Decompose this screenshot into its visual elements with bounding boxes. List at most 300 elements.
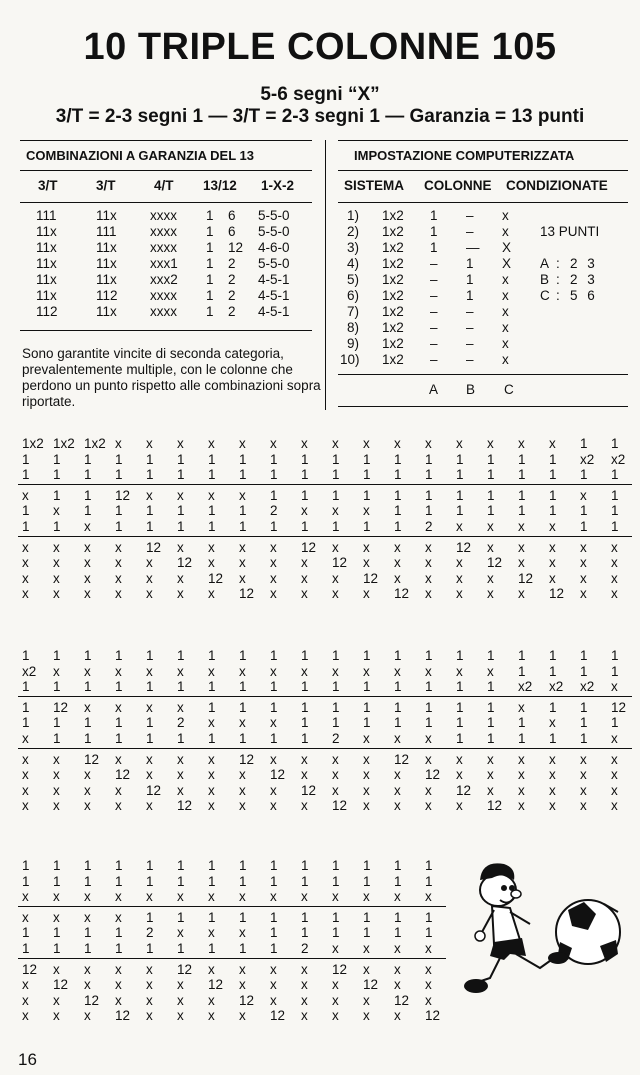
grid-cell: x (487, 586, 494, 602)
grid-cell: x (611, 539, 618, 555)
grid-cell: 1 (425, 715, 433, 731)
grid-cell: 1 (208, 941, 216, 956)
grid-cell: x (270, 715, 277, 731)
grid-cell: 1 (270, 731, 278, 746)
grid-cell: x2 (611, 451, 626, 467)
grid-cell: x (518, 555, 525, 571)
grid-cell: x (115, 782, 122, 798)
table-cell: 11x (36, 288, 57, 303)
table-cell: — (466, 240, 480, 255)
grid-cell: x (363, 555, 370, 571)
grid-cell: 1 (239, 503, 247, 519)
grid-cell: x (425, 889, 432, 905)
grid-cell: x (487, 570, 494, 586)
grid-cell: 1 (549, 731, 557, 746)
grid-cell: x (115, 570, 122, 586)
grid-cell: 12 (146, 782, 162, 798)
grid-cell: 1 (53, 858, 61, 873)
grid-cell: x (425, 961, 432, 977)
grid-cell: 1 (84, 648, 92, 663)
grid-cell: 1 (394, 873, 402, 889)
grid-cell: x (270, 992, 277, 1008)
grid-cell: 1 (456, 487, 464, 503)
grid-cell: x (177, 586, 184, 602)
grid-cell: 12 (84, 992, 100, 1008)
table-cell: 1x2 (382, 304, 404, 319)
group-divider (18, 484, 632, 485)
table-cell: 11x (36, 224, 57, 239)
grid-cell: x (394, 941, 401, 956)
grid-cell: 12 (177, 798, 193, 814)
grid-cell: x (84, 539, 91, 555)
grid-cell: x (208, 487, 215, 503)
grid-cell: x (239, 925, 246, 941)
grid-cell: x (208, 436, 215, 451)
grid-cell: 1 (332, 858, 340, 873)
grid-cell: 1 (239, 451, 247, 467)
grid-cell: x (332, 782, 339, 798)
grid-cell: 1 (456, 503, 464, 519)
table-cell: 11x (96, 208, 117, 223)
grid-cell: 12 (456, 782, 472, 798)
grid-cell: x (425, 570, 432, 586)
grid-cell: 12 (177, 555, 193, 571)
grid-cell: 1 (363, 873, 371, 889)
grid-cell: 1 (208, 679, 216, 695)
grid-cell: 1 (177, 503, 185, 519)
grid-cell: x (208, 961, 215, 977)
grid-cell: x (332, 941, 339, 956)
grid-cell: x (84, 961, 91, 977)
grid-cell: x (53, 663, 60, 679)
grid-cell: x (84, 782, 91, 798)
grid-cell: 1 (394, 648, 402, 663)
grid-cell: 1 (208, 503, 216, 519)
grid-cell: 1 (270, 699, 278, 715)
grid-cell: 1 (456, 467, 464, 483)
grid-cell: 1 (301, 487, 309, 503)
table-cell: – (430, 288, 438, 303)
grid-cell: 12 (115, 487, 131, 503)
grid-cell: 12 (518, 570, 534, 586)
column-header: 3/T (38, 178, 58, 193)
grid-cell: x (115, 555, 122, 571)
grid-cell: 1 (456, 699, 464, 715)
grid-cell: x (53, 909, 60, 925)
grid-cell: 1 (580, 715, 588, 731)
grid-cell: 1 (549, 663, 557, 679)
grid-cell: x (53, 503, 60, 519)
grid-cell: x (53, 1008, 60, 1024)
table-cell: 2 (228, 288, 236, 303)
grid-cell: 12 (84, 751, 100, 767)
table-cell: 11x (36, 240, 57, 255)
left-panel-heading: COMBINAZIONI A GARANZIA DEL 13 (26, 148, 254, 163)
grid-cell: 1 (115, 715, 123, 731)
grid-cell: 1 (518, 503, 526, 519)
table-cell: 1 (206, 288, 214, 303)
table-cell: x (502, 208, 509, 223)
grid-cell: 1 (394, 451, 402, 467)
grid-cell: 1 (84, 487, 92, 503)
grid-cell: x (332, 992, 339, 1008)
table-cell: 6 (228, 224, 236, 239)
group-divider (18, 536, 632, 537)
grid-cell: 2 (177, 715, 185, 731)
grid-cell: x (53, 555, 60, 571)
grid-cell: 1 (53, 715, 61, 731)
grid-cell: 1 (22, 715, 30, 731)
grid-cell: x (425, 992, 432, 1008)
grid-cell: x (208, 663, 215, 679)
grid-cell: 12 (270, 1008, 286, 1024)
grid-cell: x (146, 586, 153, 602)
table-cell: 112 (36, 304, 58, 319)
grid-cell: 1 (332, 467, 340, 483)
grid-cell: x (22, 767, 29, 783)
grid-cell: 1 (363, 925, 371, 941)
right-panel-heading: IMPOSTAZIONE COMPUTERIZZATA (354, 148, 575, 163)
grid-cell: 1 (611, 503, 619, 519)
table-cell: 1 (430, 224, 438, 239)
table-cell: – (466, 336, 474, 351)
grid-cell: x (146, 751, 153, 767)
grid-cell: 1 (239, 731, 247, 746)
grid-cell: 1 (22, 858, 30, 873)
grid-cell: 12 (53, 699, 69, 715)
grid-cell: 1 (84, 467, 92, 483)
grid-cell: x (177, 751, 184, 767)
table-cell: 1 (206, 304, 214, 319)
table-cell: 112 (96, 288, 118, 303)
grid-cell: 1 (115, 941, 123, 956)
grid-cell: x (270, 889, 277, 905)
table-cell: 1 (206, 256, 214, 271)
grid-cell: x (301, 503, 308, 519)
grid-cell: x (394, 961, 401, 977)
grid-cell: x (487, 519, 494, 534)
grid-cell: x (363, 586, 370, 602)
grid-cell: 1 (301, 873, 309, 889)
grid-cell: 1 (53, 519, 61, 534)
grid-cell: 1 (301, 519, 309, 534)
column-header: SISTEMA (344, 178, 405, 193)
grid-cell: x (363, 782, 370, 798)
table-cell: 4-5-1 (258, 272, 290, 287)
grid-cell: 1 (115, 503, 123, 519)
grid-cell: 1 (239, 941, 247, 956)
grid-cell: 1 (146, 467, 154, 483)
table-cell: xxxx (150, 208, 177, 223)
table-cell: – (430, 256, 438, 271)
grid-cell: 1 (301, 731, 309, 746)
grid-cell: 1 (115, 925, 123, 941)
grid-cell: 1x2 (53, 436, 75, 451)
grid-cell: 1 (115, 873, 123, 889)
grid-cell: 1 (549, 451, 557, 467)
grid-cell: x (456, 798, 463, 814)
grid-cell: x (270, 961, 277, 977)
grid-cell: x (332, 767, 339, 783)
grid-cell: x (611, 570, 618, 586)
grid-cell: 1 (115, 467, 123, 483)
grid-cell: 1 (146, 519, 154, 534)
grid-cell: 1 (425, 487, 433, 503)
grid-cell: x2 (22, 663, 37, 679)
grid-cell: x (332, 586, 339, 602)
grid-cell: x (456, 586, 463, 602)
grid-cell: x (301, 798, 308, 814)
table-cell: – (466, 224, 474, 239)
table-cell: 1 (466, 256, 474, 271)
grid-cell: x (549, 751, 556, 767)
table-cell: X (502, 256, 512, 271)
grid-cell: 1 (115, 648, 123, 663)
grid-cell: x (84, 1008, 91, 1024)
grid-cell: x (425, 663, 432, 679)
grid-cell: x (22, 782, 29, 798)
grid-cell: 1 (146, 909, 154, 925)
grid-cell: 1 (487, 648, 495, 663)
grid-cell: x (22, 992, 29, 1008)
grid-cell: 1 (177, 451, 185, 467)
grid-cell: 12 (394, 751, 410, 767)
grid-cell: 1 (146, 873, 154, 889)
grid-cell: 1 (487, 679, 495, 695)
grid-cell: x (425, 539, 432, 555)
table-cell: 4) (347, 256, 360, 271)
grid-cell: x (549, 570, 556, 586)
grid-cell: x (22, 909, 29, 925)
grid-cell: x (270, 539, 277, 555)
grid-cell: x (115, 436, 122, 451)
grid-cell: 1 (301, 648, 309, 663)
table-cell: 1x2 (382, 320, 404, 335)
grid-cell: x (146, 570, 153, 586)
grid-cell: 12 (239, 586, 255, 602)
table-cell: 1 (430, 208, 438, 223)
grid-cell: x (425, 436, 432, 451)
divider (338, 170, 628, 171)
divider (338, 374, 628, 375)
table-cell: xxxx (150, 288, 177, 303)
grid-cell: x (394, 539, 401, 555)
grid-cell: 12 (239, 751, 255, 767)
grid-cell: x (270, 782, 277, 798)
grid-cell: 1 (425, 873, 433, 889)
table-cell: 5) (347, 272, 360, 287)
grid-cell: x (53, 961, 60, 977)
grid-cell: 1 (270, 909, 278, 925)
table-cell: x (502, 272, 509, 287)
grid-cell: x (332, 570, 339, 586)
table-cell: 5-5-0 (258, 256, 290, 271)
table-cell: 1x2 (382, 272, 404, 287)
grid-cell: x (332, 663, 339, 679)
grid-cell: 12 (239, 992, 255, 1008)
grid-cell: 1 (84, 731, 92, 746)
grid-cell: 1 (394, 519, 402, 534)
grid-cell: x (177, 539, 184, 555)
grid-cell: 1 (270, 873, 278, 889)
grid-cell: 1 (84, 873, 92, 889)
grid-cell: x (456, 751, 463, 767)
grid-cell: x (518, 767, 525, 783)
grid-cell: x (611, 555, 618, 571)
grid-cell: x (549, 782, 556, 798)
grid-cell: x (115, 977, 122, 993)
grid-cell: x (239, 555, 246, 571)
grid-cell: x (146, 487, 153, 503)
grid-cell: 1 (177, 909, 185, 925)
grid-cell: x (115, 699, 122, 715)
grid-cell: x (53, 889, 60, 905)
table-cell: 11x (96, 304, 117, 319)
grid-cell: x (53, 751, 60, 767)
grid-cell: x (363, 889, 370, 905)
grid-cell: x (487, 539, 494, 555)
grid-cell: 1 (611, 663, 619, 679)
table-cell: 2 (228, 256, 236, 271)
grid-cell: x (115, 961, 122, 977)
grid-cell: x (239, 767, 246, 783)
grid-cell: x (177, 889, 184, 905)
grid-cell: x (611, 782, 618, 798)
grid-cell: x (208, 586, 215, 602)
grid-cell: 1 (115, 731, 123, 746)
grid-cell: x (146, 977, 153, 993)
grid-cell: 1 (394, 858, 402, 873)
grid-cell: x (425, 555, 432, 571)
grid-cell: x (332, 889, 339, 905)
grid-cell: 1 (611, 487, 619, 503)
grid-cell: x (394, 555, 401, 571)
table-cell: 9) (347, 336, 360, 351)
grid-cell: 1 (549, 699, 557, 715)
grid-cell: x (332, 1008, 339, 1024)
grid-cell: 1 (518, 715, 526, 731)
grid-cell: x (301, 555, 308, 571)
grid-cell: x (394, 731, 401, 746)
grid-cell: x (115, 889, 122, 905)
grid-cell: x (208, 715, 215, 731)
grid-cell: 1 (425, 648, 433, 663)
grid-cell: x (394, 436, 401, 451)
grid-cell: 12 (394, 586, 410, 602)
table-cell: 12 (228, 240, 244, 255)
grid-cell: 1 (487, 451, 495, 467)
grid-cell: 1 (208, 731, 216, 746)
grid-cell: x (84, 519, 91, 534)
grid-cell: 2 (146, 925, 154, 941)
grid-cell: 1 (177, 519, 185, 534)
grid-cell: 1 (332, 873, 340, 889)
grid-cell: x (518, 798, 525, 814)
grid-cell: x (146, 767, 153, 783)
grid-cell: x (53, 798, 60, 814)
grid-cell: x (270, 586, 277, 602)
grid-cell: x (363, 941, 370, 956)
table-cell: – (466, 208, 474, 223)
grid-cell: x (208, 767, 215, 783)
grid-cell: x (487, 767, 494, 783)
table-cell: 1x2 (382, 336, 404, 351)
grid-cell: 1 (301, 909, 309, 925)
grid-cell: x (518, 436, 525, 451)
grid-cell: x (363, 503, 370, 519)
grid-cell: 1 (84, 451, 92, 467)
grid-cell: 1 (363, 487, 371, 503)
table-cell: 1x2 (382, 288, 404, 303)
grid-cell: x (239, 715, 246, 731)
grid-cell: x (580, 539, 587, 555)
grid-cell: 1 (270, 925, 278, 941)
grid-cell: x (394, 1008, 401, 1024)
column-header: 13/12 (203, 178, 237, 193)
grid-cell: x (425, 798, 432, 814)
table-cell: 10) (340, 352, 360, 367)
grid-cell: 1 (332, 648, 340, 663)
table-cell: xxxx (150, 224, 177, 239)
grid-cell: 1 (456, 648, 464, 663)
grid-cell: x (301, 977, 308, 993)
grid-cell: x (22, 751, 29, 767)
guarantee-note: Sono garantite vincite di seconda categoria, prevalentemente multiple, con le colonne che perdono un punto rispetto alle combinazioni sopra riportate. (22, 346, 321, 409)
grid-cell: x2 (549, 679, 564, 695)
grid-cell: x (177, 992, 184, 1008)
page-title: 10 TRIPLE COLONNE 105 (83, 26, 557, 68)
grid-cell: 1 (394, 715, 402, 731)
table-cell: 6) (347, 288, 360, 303)
grid-cell: x (580, 487, 587, 503)
grid-cell: 12 (270, 767, 286, 783)
grid-cell: x (208, 798, 215, 814)
grid-cell: 12 (332, 961, 348, 977)
grid-cell: 12 (456, 539, 472, 555)
table-cell: 1x2 (382, 256, 404, 271)
grid-cell: x (146, 889, 153, 905)
grid-cell: 1 (270, 487, 278, 503)
grid-cell: x (22, 487, 29, 503)
grid-cell: x (363, 663, 370, 679)
grid-cell: x (580, 751, 587, 767)
grid-cell: x (332, 751, 339, 767)
table-cell: xxx2 (150, 272, 178, 287)
table-cell: – (466, 304, 474, 319)
grid-cell: 1x2 (22, 436, 44, 451)
table-cell: x (502, 304, 509, 319)
grid-cell: 12 (53, 977, 69, 993)
condition-separator: : (556, 288, 560, 303)
grid-cell: 1 (518, 487, 526, 503)
grid-cell: x (53, 782, 60, 798)
grid-cell: 1 (146, 941, 154, 956)
grid-cell: 1 (22, 451, 30, 467)
grid-cell: 12 (208, 570, 224, 586)
grid-cell: 1 (22, 941, 30, 956)
grid-cell: x (363, 1008, 370, 1024)
grid-cell: 1 (456, 451, 464, 467)
grid-cell: 1 (146, 715, 154, 731)
grid-cell: 12 (394, 992, 410, 1008)
grid-cell: 1 (22, 467, 30, 483)
grid-cell: 1 (177, 679, 185, 695)
grid-cell: 12 (332, 798, 348, 814)
grid-cell: x (580, 586, 587, 602)
grid-cell: 1 (394, 487, 402, 503)
grid-cell: 1 (611, 715, 619, 731)
grid-cell: 1 (363, 858, 371, 873)
